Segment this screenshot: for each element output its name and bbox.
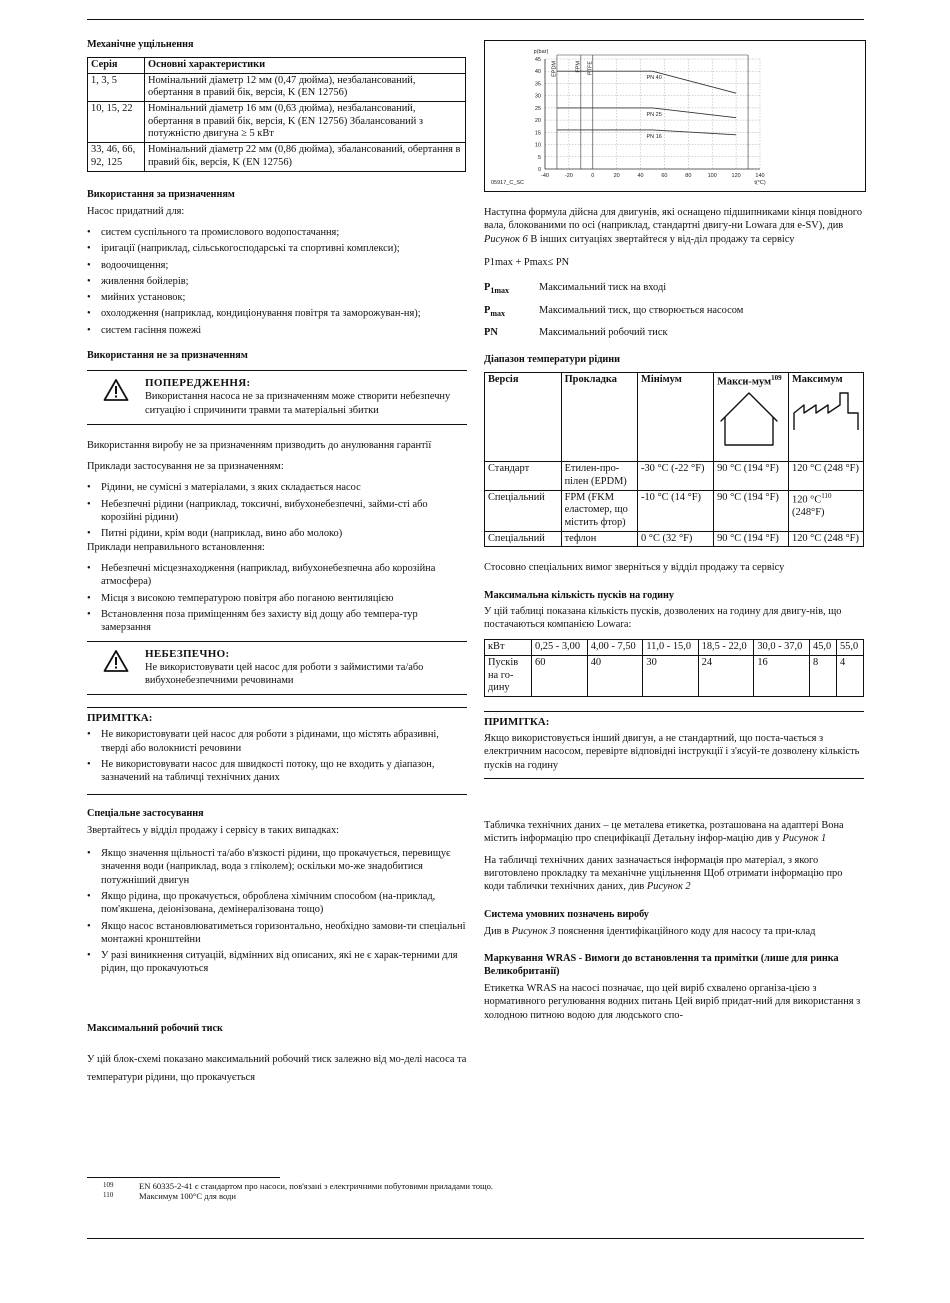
intended-intro: Насос придатний для: — [87, 205, 185, 217]
plate-text-2: На табличці технічних даних зазначається інформація про матеріал, з якого виготовлено прокладку та механічне ущільнення Щоб отримати інформацію про коди таблички технічних даних, див Рисунок 2 — [484, 854, 843, 893]
mech-heading: Механічне ущільнення — [87, 39, 194, 50]
cell: 16 — [754, 656, 810, 697]
list-item: • Встановлення поза приміщенням без захисту від дощу або темпера-тур замерзання — [87, 608, 467, 635]
cell: -10 °C (14 °F) — [638, 490, 714, 531]
x-tick-label: 80 — [685, 173, 692, 179]
cell: Спеціальний — [485, 490, 562, 531]
intended-heading: Використання за призначенням — [87, 188, 235, 200]
y-tick-label: 45 — [534, 57, 541, 63]
ident-text: Див в Рисунок 3 пояснення ідентифікаційного коду для насосу та при-клад — [484, 925, 816, 937]
wras-heading: Маркування WRAS - Вимоги до встановлення та примітки (лише для ринка Великобританії) — [484, 953, 839, 978]
plate-text-1: Табличка технічних даних – це металева етикетка, розташована на адаптері Вона містить інформацію про специфікації Детальну інфор-мацію див у Рисунок 1 — [484, 820, 844, 845]
cell: 8 — [810, 656, 837, 697]
note-title: ПРИМІТКА: — [484, 716, 550, 729]
x-tick-label: 140 — [755, 173, 765, 179]
x-tick-label: 100 — [707, 173, 717, 179]
maxpress-heading: Максимальний робочий тиск — [87, 1022, 223, 1034]
improper-p3: Приклади неправильного встановлення: — [87, 541, 265, 553]
cell: 0 °C (32 °F) — [638, 531, 714, 547]
cell: 18,5 - 22,0 — [698, 640, 754, 656]
pressure-chart-svg — [485, 41, 865, 191]
cell: 30,0 - 37,0 — [754, 640, 810, 656]
left-column — [87, 30, 467, 1086]
list-item: • охолодження (наприклад, кондиціонування повітря та заморожуван-ня); — [87, 307, 467, 320]
list-item: • систем суспільного та промислового водопостачання; — [87, 226, 467, 239]
x-tick-label: 120 — [731, 173, 741, 179]
cell: 120 °C (248 °F) — [789, 531, 864, 547]
temp-col-max-house: Макси-мум$^{109}$ — [714, 373, 789, 462]
temp-after: Стосовно спеціальних вимог зверніться у відділ продажу та сервісу — [484, 562, 785, 574]
symbol-row: $P_{max}$ Максимальний тиск, що створюється насосом — [484, 304, 744, 318]
footnote-rule — [87, 1177, 280, 1178]
list-item: • У разі виникнення ситуацій, відмінних від описаних, які не є харак-терними для рідин, що прокачуються — [87, 949, 467, 976]
footnote: 109 EN 60335-2-41 є стандартом про насоси, пов'язані з електричними побутовими приладами тощо. — [103, 1181, 494, 1191]
cell: 10, 15, 22 — [88, 102, 145, 143]
y-tick-label: 35 — [534, 81, 541, 88]
list-item: • систем гасіння пожежі — [87, 324, 467, 337]
list-item: • Не використовувати цей насос для роботи з рідинами, що містять абразивні, тверді або волокнисті речовини — [87, 728, 467, 755]
danger-triangle-icon — [87, 647, 145, 688]
warning-box — [87, 370, 467, 425]
warning-title: ПОПЕРЕДЖЕННЯ: — [145, 377, 251, 390]
y-tick-label: 15 — [534, 130, 541, 137]
cell: 11,0 - 15,0 — [643, 640, 698, 656]
table-row — [88, 73, 466, 101]
cell: Пусків на го-дину — [485, 656, 532, 697]
list-item: • Рідини, не сумісні з матеріалами, з яких складається насос — [87, 481, 467, 494]
table-row — [88, 143, 466, 171]
improper-list-2 — [87, 562, 467, 635]
x-tick-label: 20 — [613, 173, 620, 179]
improper-heading: Використання не за призначенням — [87, 350, 248, 362]
cell: 120 $^\circ C^{110}$ (248°F) — [789, 490, 864, 531]
temp-col-min: Мінімум — [638, 373, 714, 462]
cell: 4,00 - 7,50 — [587, 640, 643, 656]
cell: Спеціальний — [485, 531, 562, 547]
cell: Номінальний діаметр 12 мм (0,47 дюйма), незбалансований, обертання в правий бік, версія, K (EN 12756) — [145, 73, 466, 101]
list-item: • живлення бойлерів; — [87, 275, 467, 288]
cell: 90 °C (194 °F) — [714, 490, 789, 531]
house-icon — [717, 391, 785, 452]
table-row — [88, 102, 466, 143]
list-item: • Не використовувати насос для швидкості потоку, що не входить у діапазон, зазначений на табличці технічних даних — [87, 758, 467, 785]
cell: 90 °C (194 °F) — [714, 531, 789, 547]
improper-p2: Приклади застосування не за призначенням: — [87, 461, 284, 473]
ident-heading: Система умовних позначень виробу — [484, 908, 649, 920]
list-item: • Небезпечні рідини (наприклад, токсичні, вибухонебезпечні, займи-сті або корозійні рідини) — [87, 498, 467, 525]
temperature-table — [484, 372, 864, 547]
starts-table — [484, 639, 864, 697]
y-tick-label: 10 — [534, 142, 541, 149]
wras-text: Етикетка WRAS на насосі позначає, що цей виріб схвалено організа-цією з нормативного регулювання водних питань Цей виріб придат-ний для використання з холодною питною водою для людського спо- — [484, 983, 861, 1021]
cell: Етилен-про-пілен (EPDM) — [561, 462, 637, 490]
improper-list-1 — [87, 481, 467, 540]
cell: тефлон — [561, 531, 637, 547]
x-tick-label: -20 — [564, 173, 573, 179]
warning-triangle-icon — [87, 376, 145, 417]
starts-text: У цій таблиці показана кількість пусків, дозволених на годину для двигу-нів, що постачаються компанією Lowara: — [484, 605, 842, 631]
cell: 1, 3, 5 — [88, 73, 145, 101]
x-tick-label: 60 — [661, 173, 668, 179]
x-tick-label: 40 — [637, 173, 644, 179]
cell: 24 — [698, 656, 754, 697]
list-item: • мийних установок; — [87, 291, 467, 304]
table-row — [485, 656, 864, 697]
cell: 30 — [643, 656, 698, 697]
y-tick-label: 5 — [537, 154, 541, 161]
cell: Номінальний діаметр 16 мм (0,63 дюйма), незбалансований, обертання в правий бік, версія, K (EN 12756) Збалансований з потужністю двигуна ≥ 5 кВт — [145, 102, 466, 143]
note-title: ПРИМІТКА: — [87, 712, 153, 725]
cell: Стандарт — [485, 462, 562, 490]
material-label: PTFE — [587, 61, 594, 76]
list-item: • Якщо значення щільності та/або в'язкості рідини, що прокачується, перевищує значення води (наприклад, вода з гліколем); оскільки мо-же знадобитися потужніший двигун — [87, 847, 467, 887]
pressure-chart — [484, 40, 866, 192]
mech-col-features: Основні характеристики — [145, 58, 466, 74]
y-tick-label: 0 — [537, 167, 541, 173]
danger-text: Не використовувати цей насос для роботи з займистими та/або вибухонебезпечними речовинами — [145, 661, 424, 686]
special-intro: Звертайтесь у відділ продажу і сервісу в таких випадках: — [87, 824, 340, 836]
figure-ref[interactable]: Рисунок 6 — [484, 233, 528, 245]
temp-col-max-factory: Максимум — [789, 373, 864, 462]
note-text: Якщо використовується інший двигун, а не стандартний, що поста-чається з електричним насосом, перевірте відповідні інструкції і з'ясуй-те дозволену кількість пусків на годину — [484, 733, 860, 771]
cell: 0,25 - 3,00 — [532, 640, 588, 656]
cell: 60 — [532, 656, 588, 697]
symbol-row: PN Максимальний робочий тиск — [484, 326, 668, 338]
cell: 40 — [587, 656, 643, 697]
y-tick-label: 40 — [534, 69, 541, 76]
top-rule — [87, 19, 864, 20]
improper-p1: Використання виробу не за призначенням призводить до анулювання гарантії — [87, 439, 432, 451]
list-item: • водоочищення; — [87, 259, 467, 272]
list-item: • Питні рідини, крім води (наприклад, вино або молоко) — [87, 527, 467, 540]
danger-title: НЕБЕЗПЕЧНО: — [145, 647, 230, 660]
starts-heading: Максимальна кількість пусків на годину — [484, 589, 674, 601]
note-box-1 — [87, 707, 467, 794]
cell: 4 — [836, 656, 863, 697]
y-axis-label: p(bar) — [533, 49, 549, 55]
cell: Номінальний діаметр 22 мм (0,86 дюйма), збалансований, обертання в правий бік, версія, K (EN 12756) — [145, 143, 466, 171]
formula-note: Наступна формула дійсна для двигунів, які оснащено підшипниками кінця повідного вала, блокованими по осі (наприклад, стандартні двигу-ни Lowara для e-SV), див Рисунок 6 В інших ситуаціях звертайтеся у від-діл продажу та сервісу — [484, 207, 863, 245]
x-tick-label: -40 — [541, 173, 549, 179]
cell: FPM (FKM еластомер, що містить фтор) — [561, 490, 637, 531]
formula: P1max + Pmax≤ PN — [484, 256, 570, 268]
maxpress-text: У цій блок-схемі показано максимальний робочий тиск залежно від мо-делі насоса та температури рідини, що прокачується — [87, 1053, 467, 1083]
table-row — [485, 462, 864, 490]
symbol-row: $P_{1max}$ Максимальний тиск на вході — [484, 282, 667, 296]
note-box-2 — [484, 711, 864, 779]
table-row — [485, 640, 864, 656]
x-tick-label: 0 — [591, 173, 595, 179]
cell: кВт — [485, 640, 532, 656]
list-item: • іригації (наприклад, сільськогосподарські та спортивні комплекси); — [87, 242, 467, 255]
list-item: • Якщо рідина, що прокачується, оброблена хімічним способом (на-приклад, пом'якшена, деіонізована, демінералізована тощо) — [87, 890, 467, 917]
y-tick-label: 20 — [534, 118, 541, 125]
table-row — [485, 531, 864, 547]
list-item: • Якщо насос встановлюватиметься горизонтально, необхідно замови-ти спеціальні монтажні кронштейни — [87, 920, 467, 947]
special-list — [87, 847, 467, 976]
x-axis-label: t(°C) — [754, 180, 766, 186]
right-column — [484, 30, 864, 1022]
list-item: • Місця з високою температурою повітря або поганою вентиляцією — [87, 592, 467, 605]
chart-code: 05917_C_SC — [491, 180, 525, 186]
material-label: EPDM — [551, 61, 558, 77]
temp-col-gasket: Прокладка — [561, 373, 637, 462]
series-label: PN 40 — [646, 75, 662, 82]
danger-box — [87, 641, 467, 696]
warning-text: Використання насоса не за призначенням може створити небезпечну ситуацію і спричинити травми та матеріальні збитки — [145, 391, 451, 416]
cell: 120 °C (248 °F) — [789, 462, 864, 490]
intended-list — [87, 226, 467, 337]
cell: 55,0 — [836, 640, 863, 656]
cell: -30 °C (-22 °F) — [638, 462, 714, 490]
special-heading: Спеціальне застосування — [87, 807, 204, 819]
cell: 33, 46, 66, 92, 125 — [88, 143, 145, 171]
table-row — [485, 490, 864, 531]
footnote: 110 Максимум 100°C для води — [103, 1191, 237, 1202]
mech-col-series: Серія — [88, 58, 145, 74]
cell: 45,0 — [810, 640, 837, 656]
figure-ref[interactable]: Рисунок 1 — [782, 833, 827, 845]
cell: 90 °C (194 °F) — [714, 462, 789, 490]
temp-col-version: Версія — [485, 373, 562, 462]
y-tick-label: 30 — [534, 93, 541, 100]
series-label: PN 25 — [646, 111, 662, 118]
figure-ref[interactable]: Рисунок 2 — [646, 881, 691, 893]
temp-heading: Діапазон температури рідини — [484, 354, 620, 366]
list-item: • Небезпечні місцезнаходження (наприклад, вибухонебезпечна або корозійна атмосфера) — [87, 562, 467, 589]
footnotes — [87, 1177, 864, 1202]
figure-ref[interactable]: Рисунок 3 — [511, 925, 556, 937]
series-label: PN 16 — [646, 133, 662, 140]
material-label: FPM — [575, 61, 582, 73]
mech-seal-table — [87, 57, 466, 172]
bottom-rule — [87, 1238, 864, 1239]
factory-icon — [792, 391, 860, 436]
y-tick-label: 25 — [534, 105, 541, 112]
